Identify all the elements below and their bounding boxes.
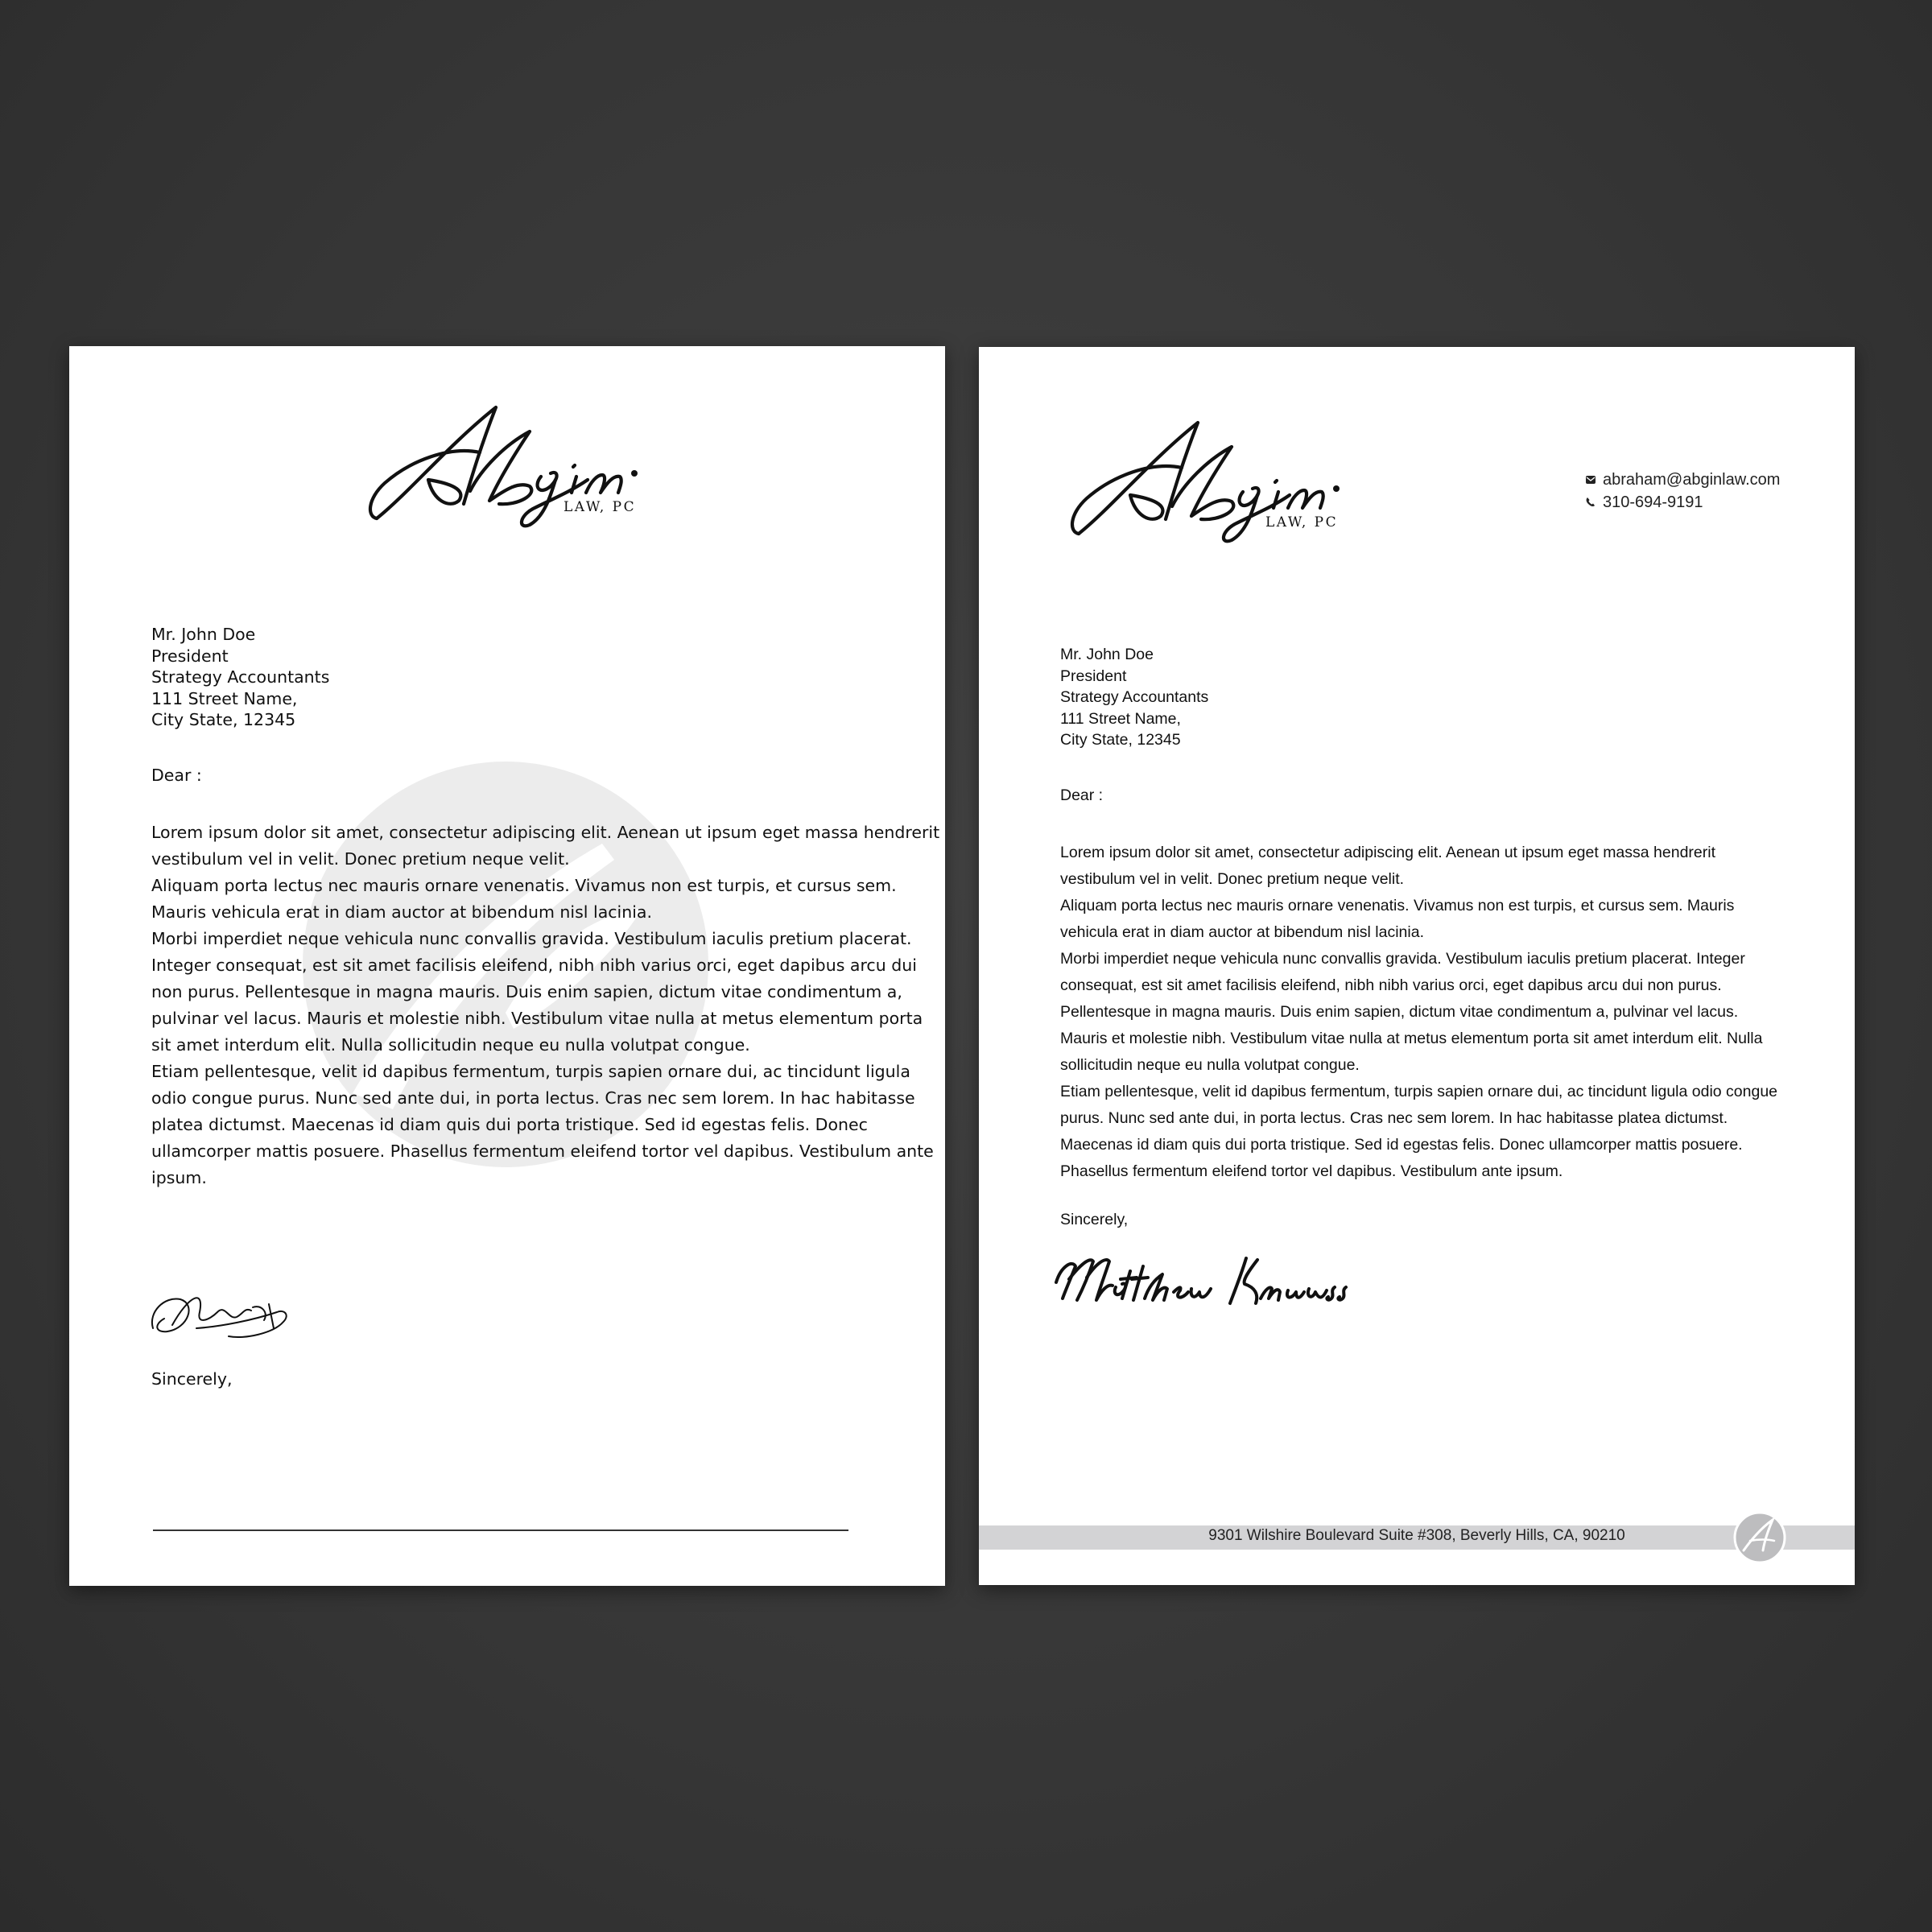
paragraph: Etiam pellentesque, velit id dapibus fermentum, turpis sapien ornare dui, ac tincidunt ligula odio congue purus. Nunc sed ante dui, in porta lectus. Cras nec sem lorem. In hac habitasse platea dictumst. Maecenas id diam quis dui porta tristique. Sed id egestas felis. Donec ullamcorper mattis posuere. Phasellus fermentum eleifend tortor vel dapibus. Vestibulum ante ipsum.: [151, 1062, 934, 1187]
letter-body-right: [1060, 644, 1785, 1231]
recipient-block: [1060, 644, 1785, 751]
letterhead-sheet-left: [69, 346, 945, 1586]
logo-tagline: LAW, PC: [1265, 514, 1339, 530]
closing-left-wrap: [151, 1368, 940, 1390]
paragraph: Aliquam porta lectus nec mauris ornare venenatis. Vivamus non est turpis, et cursus sem. Mauris vehicula erat in diam auctor at bibendum nisl lacinia.: [151, 876, 897, 922]
recipient-city: City State, 12345: [151, 710, 296, 729]
recipient-title: President: [1060, 667, 1127, 685]
contact-phone[interactable]: 310-694-9191: [1603, 493, 1703, 511]
footer-address: 9301 Wilshire Boulevard Suite #308, Beverly Hills, CA, 90210: [1208, 1527, 1625, 1544]
logo-tagline: LAW, PC: [564, 499, 637, 515]
letter-paragraphs: [151, 819, 940, 1191]
letterhead-sheet-right: [979, 347, 1855, 1585]
envelope-icon: [1585, 474, 1596, 485]
paragraph: Morbi imperdiet neque vehicula nunc convallis gravida. Vestibulum iaculis pretium placerat. Integer consequat, est sit amet facilisis eleifend, nibh nibh varius orci, eget dapibus arcu dui non purus. Pellentesque in magna mauris. Duis enim sapien, dictum vitae condimentum a, pulvinar vel lacus. Mauris et molestie nibh. Vestibulum vitae nulla at metus elementum porta sit amet interdum elit. Nulla sollicitudin neque eu nulla volutpat congue.: [151, 929, 923, 1055]
handwritten-signature-left: [148, 1280, 301, 1356]
letter-paragraphs: [1060, 840, 1785, 1185]
paragraph: Morbi imperdiet neque vehicula nunc convallis gravida. Vestibulum iaculis pretium placerat. Integer consequat, est sit amet facilisis eleifend, nibh nibh varius orci, eget dapibus arcu dui non purus. Pellentesque in magna mauris. Duis enim sapien, dictum vitae condimentum a, pulvinar vel lacus. Mauris et molestie nibh. Vestibulum vitae nulla at metus elementum porta sit amet interdum elit. Nulla sollicitudin neque eu nulla volutpat congue.: [1060, 950, 1763, 1074]
footer-divider: [153, 1530, 848, 1531]
paragraph: Aliquam porta lectus nec mauris ornare venenatis. Vivamus non est turpis, et cursus sem. Mauris vehicula erat in diam auctor at bibendum nisl lacinia.: [1060, 897, 1735, 941]
footer-monogram-icon: [1732, 1510, 1787, 1568]
recipient-street: 111 Street Name,: [151, 688, 298, 708]
recipient-company: Strategy Accountants: [151, 667, 330, 687]
contact-email-row: [1585, 469, 1780, 491]
paragraph: Lorem ipsum dolor sit amet, consectetur adipiscing elit. Aenean ut ipsum eget massa hendrerit vestibulum vel in velit. Donec pretium neque velit.: [151, 823, 940, 869]
recipient-name: Mr. John Doe: [1060, 646, 1154, 663]
recipient-street: 111 Street Name,: [1060, 709, 1181, 728]
paragraph: Lorem ipsum dolor sit amet, consectetur adipiscing elit. Aenean ut ipsum eget massa hendrerit vestibulum vel in velit. Donec pretium neque velit.: [1060, 844, 1716, 888]
brand-logo: [1063, 411, 1352, 548]
closing-left: Sincerely,: [151, 1369, 233, 1389]
contact-email[interactable]: abraham@abginlaw.com: [1603, 470, 1781, 489]
recipient-company: Strategy Accountants: [1060, 688, 1209, 706]
brand-logo: [361, 396, 650, 533]
recipient-name: Mr. John Doe: [151, 625, 256, 644]
letter-body-left: [151, 624, 940, 1191]
contact-phone-row: [1585, 491, 1780, 514]
handwritten-signature-right: [1053, 1242, 1359, 1318]
salutation: Dear :: [1060, 786, 1104, 804]
contact-block: [1585, 469, 1780, 514]
closing-right: Sincerely,: [1060, 1211, 1129, 1228]
recipient-city: City State, 12345: [1060, 731, 1181, 749]
phone-icon: [1585, 497, 1596, 508]
recipient-block: [151, 624, 940, 731]
recipient-title: President: [151, 646, 229, 666]
salutation: Dear :: [151, 765, 202, 785]
paragraph: Etiam pellentesque, velit id dapibus fermentum, turpis sapien ornare dui, ac tincidunt ligula odio congue purus. Nunc sed ante dui, in porta lectus. Cras nec sem lorem. In hac habitasse platea dictumst. Maecenas id diam quis dui porta tristique. Sed id egestas felis. Donec ullamcorper mattis posuere. Phasellus fermentum eleifend tortor vel dapibus. Vestibulum ante ipsum.: [1060, 1083, 1778, 1180]
